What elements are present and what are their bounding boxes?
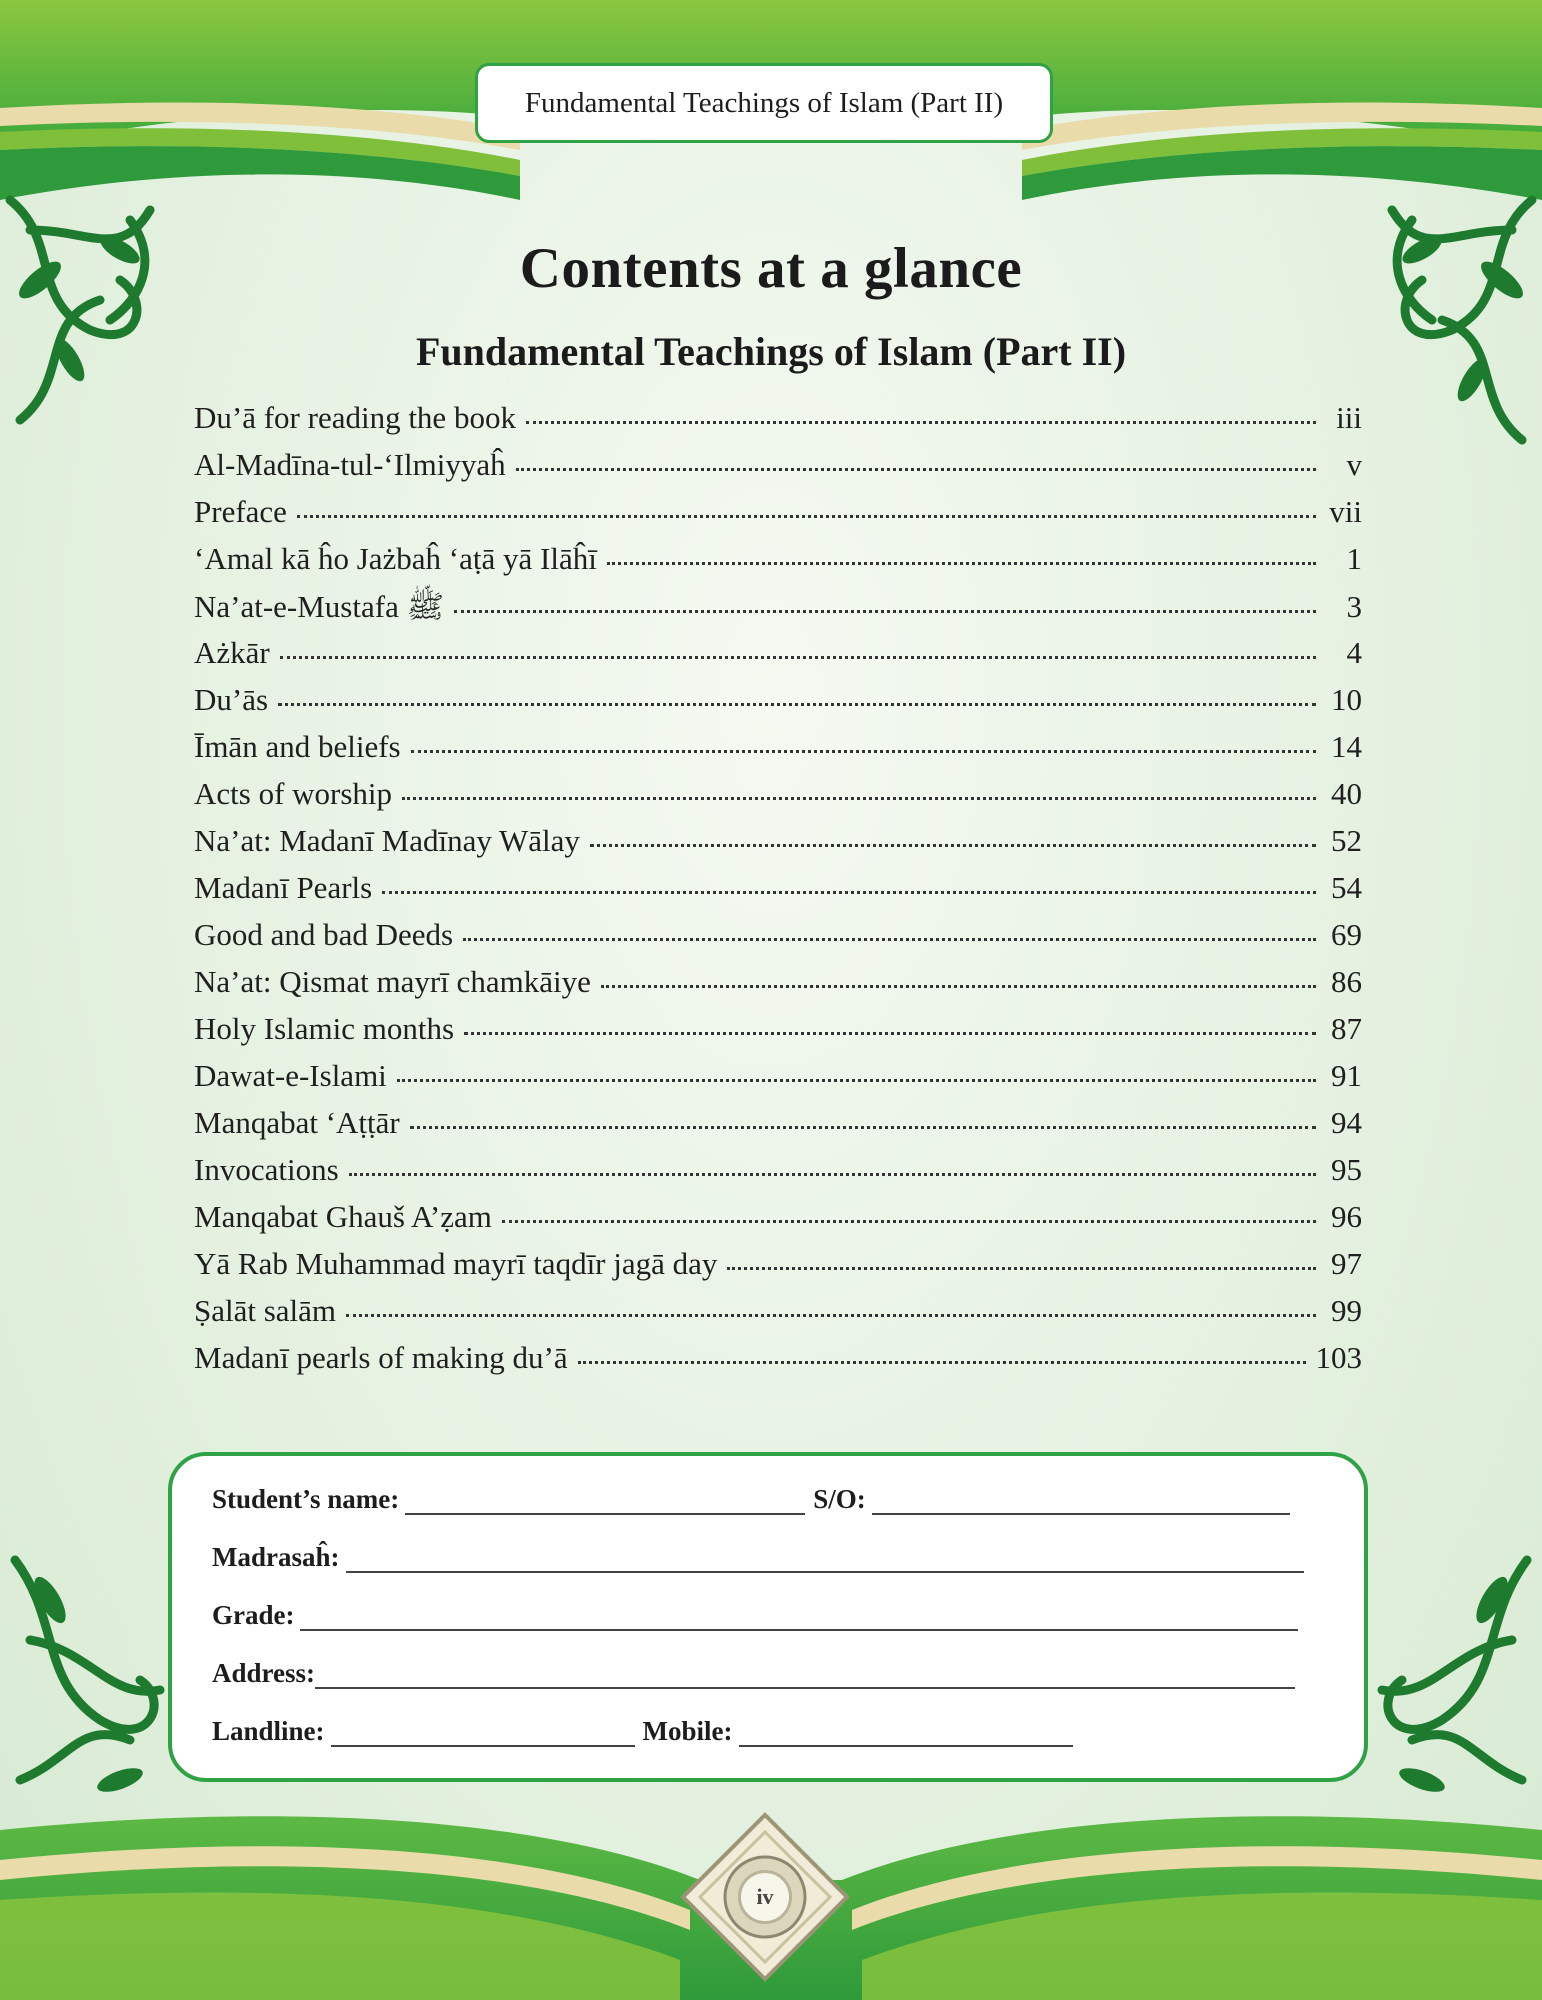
- toc-entry-title: ‘Amal kā ĥo Jażbaĥ ‘aṭā yā Ilāĥī: [194, 541, 597, 576]
- toc-entry[interactable]: [194, 682, 1362, 729]
- toc-entry-title: Yā Rab Muhammad mayrī taqdīr jagā day: [194, 1246, 718, 1281]
- student-name-label: Student’s name:: [212, 1484, 400, 1514]
- table-of-contents: [194, 400, 1362, 1387]
- grade-field[interactable]: [300, 1603, 1298, 1631]
- contents-title: Contents at a glance: [519, 237, 1023, 300]
- toc-entry-page: 95: [1331, 1152, 1362, 1187]
- toc-entry-title: Ażkār: [194, 635, 270, 670]
- toc-entry[interactable]: [194, 1011, 1362, 1058]
- toc-entry[interactable]: [194, 823, 1362, 870]
- toc-entry-page: 87: [1331, 1011, 1362, 1046]
- mobile-label: Mobile:: [642, 1716, 733, 1746]
- toc-dot-leader: [297, 515, 1316, 518]
- toc-dot-leader: [516, 468, 1316, 471]
- toc-entry-page: 3: [1346, 589, 1362, 624]
- madrasah-row: [212, 1542, 1304, 1573]
- toc-entry-title: Īmān and beliefs: [194, 729, 401, 764]
- page-number: iv: [738, 1870, 792, 1924]
- toc-entry[interactable]: [194, 541, 1362, 588]
- toc-dot-leader: [280, 656, 1316, 659]
- toc-entry-page: vii: [1329, 494, 1362, 529]
- toc-entry[interactable]: [194, 588, 1362, 635]
- toc-entry[interactable]: [194, 1058, 1362, 1105]
- toc-entry-title: Manqabat ‘Aṭṭār: [194, 1105, 400, 1140]
- running-header: [475, 63, 1053, 143]
- toc-dot-leader: [727, 1267, 1316, 1270]
- student-name-row: [212, 1484, 1290, 1515]
- toc-entry-title: Na’at-e-Mustafa ﷺ: [194, 589, 445, 624]
- toc-entry[interactable]: [194, 1199, 1362, 1246]
- toc-entry[interactable]: [194, 776, 1362, 823]
- toc-entry-page: 91: [1331, 1058, 1362, 1093]
- toc-entry-page: 10: [1331, 682, 1362, 717]
- toc-entry-page: 4: [1346, 635, 1362, 670]
- toc-entry[interactable]: [194, 1152, 1362, 1199]
- address-label: Address:: [212, 1658, 316, 1688]
- toc-entry-title: Na’at: Qismat mayrī chamkāiye: [194, 964, 591, 999]
- toc-entry[interactable]: [194, 917, 1362, 964]
- toc-entry-page: 14: [1331, 729, 1362, 764]
- toc-entry-title: Preface: [194, 494, 287, 529]
- toc-entry[interactable]: [194, 1105, 1362, 1152]
- toc-entry-title: Acts of worship: [194, 776, 393, 811]
- toc-dot-leader: [346, 1314, 1316, 1317]
- toc-dot-leader: [463, 938, 1316, 941]
- toc-entry-title: Invocations: [194, 1152, 339, 1187]
- toc-entry-page: 97: [1331, 1246, 1362, 1281]
- toc-entry-page: v: [1346, 447, 1362, 482]
- grade-row: [212, 1600, 1298, 1631]
- toc-entry-page: iii: [1336, 400, 1362, 435]
- toc-dot-leader: [411, 750, 1316, 753]
- toc-dot-leader: [464, 1032, 1316, 1035]
- toc-dot-leader: [402, 797, 1316, 800]
- toc-dot-leader: [502, 1220, 1316, 1223]
- address-field[interactable]: [315, 1661, 1295, 1689]
- toc-entry[interactable]: [194, 400, 1362, 447]
- toc-entry-title: Na’at: Madanī Madīnay Wālay: [194, 823, 580, 858]
- toc-entry[interactable]: [194, 964, 1362, 1011]
- toc-entry-page: 103: [1315, 1340, 1362, 1375]
- so-label: S/O:: [813, 1484, 866, 1514]
- toc-entry-title: Madanī Pearls: [194, 870, 373, 905]
- mobile-field[interactable]: [739, 1719, 1073, 1747]
- toc-dot-leader: [607, 562, 1316, 565]
- toc-entry[interactable]: [194, 870, 1362, 917]
- toc-dot-leader: [601, 985, 1316, 988]
- landline-label: Landline:: [212, 1716, 325, 1746]
- contents-subtitle: Fundamental Teachings of Islam (Part II): [415, 329, 1127, 374]
- toc-dot-leader: [454, 610, 1316, 613]
- toc-dot-leader: [410, 1126, 1316, 1129]
- toc-entry-page: 52: [1331, 823, 1362, 858]
- toc-entry[interactable]: [194, 494, 1362, 541]
- running-header-text: Fundamental Teachings of Islam (Part II): [524, 86, 1004, 119]
- toc-entry[interactable]: [194, 1293, 1362, 1340]
- student-info-form: [168, 1452, 1368, 1782]
- toc-entry-title: Al-Madīna-tul-‘Ilmiyyaĥ: [194, 447, 506, 482]
- toc-entry-title: Ṣalāt salām: [194, 1293, 337, 1328]
- toc-entry-page: 86: [1331, 964, 1362, 999]
- toc-entry-title: Manqabat Ghauš A’ẓam: [194, 1199, 492, 1234]
- toc-entry[interactable]: [194, 729, 1362, 776]
- phone-row: [212, 1716, 1073, 1747]
- toc-entry-page: 1: [1346, 541, 1362, 576]
- toc-entry-page: 69: [1331, 917, 1362, 952]
- toc-dot-leader: [578, 1361, 1306, 1364]
- so-field[interactable]: [872, 1487, 1290, 1515]
- toc-entry-title: Holy Islamic months: [194, 1011, 455, 1046]
- toc-entry[interactable]: [194, 1340, 1362, 1387]
- toc-entry-page: 94: [1331, 1105, 1362, 1140]
- student-name-field[interactable]: [405, 1487, 805, 1515]
- toc-entry[interactable]: [194, 447, 1362, 494]
- toc-entry[interactable]: [194, 1246, 1362, 1293]
- toc-entry-page: 54: [1331, 870, 1362, 905]
- toc-entry-title: Madanī pearls of making du’ā: [194, 1340, 568, 1375]
- madrasah-label: Madrasaĥ:: [212, 1542, 340, 1572]
- toc-entry-title: Du’ā for reading the book: [194, 400, 516, 435]
- toc-dot-leader: [526, 421, 1316, 424]
- toc-entry-title: Du’ās: [194, 682, 269, 717]
- madrasah-field[interactable]: [346, 1545, 1304, 1573]
- address-row: [212, 1658, 1295, 1689]
- grade-label: Grade:: [212, 1600, 295, 1630]
- toc-dot-leader: [278, 703, 1316, 706]
- toc-dot-leader: [349, 1173, 1316, 1176]
- toc-dot-leader: [382, 891, 1316, 894]
- toc-entry-title: Dawat-e-Islami: [194, 1058, 387, 1093]
- toc-entry-page: 96: [1331, 1199, 1362, 1234]
- landline-field[interactable]: [331, 1719, 635, 1747]
- toc-dot-leader: [590, 844, 1316, 847]
- top-left-vine-ornament: [10, 200, 150, 420]
- toc-entry[interactable]: [194, 635, 1362, 682]
- toc-entry-title: Good and bad Deeds: [194, 917, 454, 952]
- toc-entry-page: 40: [1331, 776, 1362, 811]
- toc-dot-leader: [397, 1079, 1316, 1082]
- toc-entry-page: 99: [1331, 1293, 1362, 1328]
